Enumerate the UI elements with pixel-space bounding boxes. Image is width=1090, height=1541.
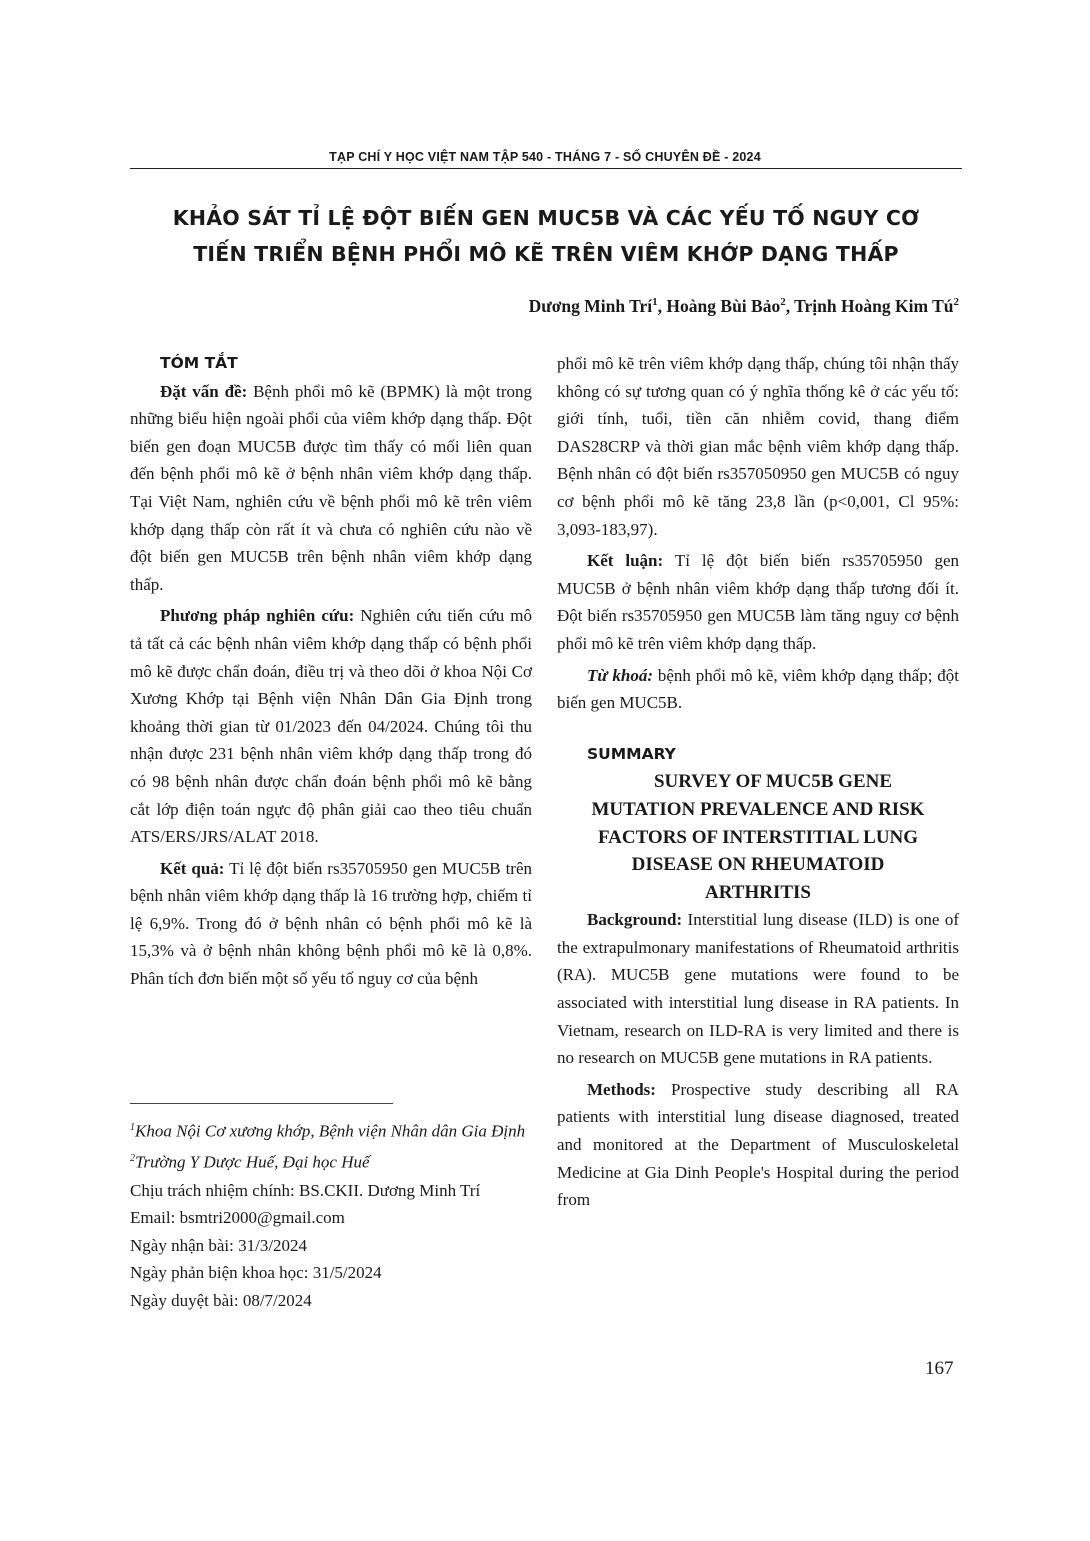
left-column (130, 350, 532, 993)
summary-background (557, 906, 959, 1072)
footnote-divider (130, 1103, 393, 1104)
summary-methods-text: Prospective study describing all RA patients with interstitial lung disease diagnosed, treated and monitored at the Department of Musculoskeletal Medicine at Gia Dinh People's Hospital during the period from (557, 1079, 959, 1210)
english-title (557, 768, 959, 906)
abstract-keywords (557, 662, 959, 717)
author-name: Trịnh Hoàng Kim Tú (794, 296, 954, 316)
abstract-results-continued: phổi mô kẽ trên viêm khớp dạng thấp, chúng tôi nhận thấy không có sự tương quan có ý nghĩa thống kê ở các yếu tố: giới tính, tuổi, tiền căn nhiễm covid, thang điểm DAS28CRP và thời gian mắc bệnh viêm khớp dạng thấp. Bệnh nhân có đột biến rs357050950 gen MUC5B có nguy cơ bệnh phổi mô kẽ tăng 23,8 lần (p<0,001, Cl 95%: 3,093-183,97). (557, 354, 959, 539)
affiliation-2-mark: 2 (130, 1153, 135, 1165)
summary-methods (557, 1076, 959, 1214)
summary-methods-label: Methods: (587, 1079, 656, 1099)
english-title-line: FACTORS OF INTERSTITIAL LUNG (597, 826, 919, 848)
affiliation-2-text: Trường Y Dược Huế, Đại học Huế (135, 1152, 370, 1172)
author-separator: , (657, 296, 667, 316)
abstract-methods-label: Phương pháp nghiên cứu: (160, 606, 355, 626)
author-affiliation-mark: 2 (953, 296, 959, 309)
english-title-line: ARTHRITIS (705, 881, 811, 903)
affiliation-1 (130, 1114, 532, 1145)
corresponding-author: Chịu trách nhiệm chính: BS.CKII. Dương Minh Trí (130, 1180, 481, 1200)
abstract-conclusion-label: Kết luận: (587, 551, 664, 571)
paper-title-line-2: TIẾN TRIỂN BỆNH PHỔI MÔ KẼ TRÊN VIÊM KHỚP DẠNG THẤP (193, 242, 899, 266)
author-separator: , (785, 296, 795, 316)
abstract-heading: TÓM TẮT (160, 354, 238, 372)
abstract-results (130, 855, 532, 993)
abstract-keywords-label: Từ khoá: (587, 665, 654, 685)
abstract-conclusion-text: Tỉ lệ đột biến biến rs35705950 gen MUC5B ở bệnh nhân viêm khớp dạng thấp tương đối ít. Đột biến rs35705950 gen MUC5B làm tăng nguy cơ bệnh phổi mô kẽ trên viêm khớp dạng thấp. (557, 551, 959, 653)
abstract-methods-text: Nghiên cứu tiến cứu mô tả tất cả các bệnh nhân viêm khớp dạng thấp có bệnh phổi mô kẽ được chẩn đoán, điều trị và theo dõi ở khoa Nội Cơ Xương Khớp tại Bệnh viện Nhân Dân Gia Định trong khoảng thời gian từ 01/2023 đến 04/2024. Chúng tôi thu nhận được 231 bệnh nhân viêm khớp dạng thấp trong đó có 98 bệnh nhân được chẩn đoán bệnh phổi mô kẽ bằng cắt lớp điện toán ngực độ phân giải cao theo tiêu chuẩn ATS/ERS/JRS/ALAT 2018. (130, 606, 532, 847)
journal-header: TẠP CHÍ Y HỌC VIỆT NAM TẬP 540 - THÁNG 7 - SỐ CHUYÊN ĐỀ - 2024 (329, 150, 761, 164)
summary-background-text: Interstitial lung disease (ILD) is one of the extrapulmonary manifestations of Rheumatoid arthritis (RA). MUC5B gene mutations were found to be associated with interstitial lung disease in RA patients. In Vietnam, research on ILD-RA is very limited and there is no research on MUC5B gene mutations in RA patients. (557, 910, 959, 1068)
paper-title-line-1: KHẢO SÁT TỈ LỆ ĐỘT BIẾN GEN MUC5B VÀ CÁC YẾU TỐ NGUY CƠ (172, 206, 920, 230)
corresponding-email: Email: bsmtri2000@gmail.com (130, 1208, 345, 1228)
author-name: Hoàng Bùi Bảo (666, 296, 781, 316)
date-accepted: Ngày duyệt bài: 08/7/2024 (130, 1290, 312, 1310)
english-title-line: SURVEY OF MUC5B GENE (653, 771, 893, 793)
author-affiliation-mark: 1 (652, 296, 658, 309)
paper-title (130, 200, 962, 272)
summary-background-label: Background: (587, 910, 683, 930)
page-number: 167 (925, 1358, 954, 1379)
date-received: Ngày nhận bài: 31/3/2024 (130, 1235, 308, 1255)
abstract-results-text: Tỉ lệ đột biến rs35705950 gen MUC5B trên bệnh nhân viêm khớp dạng thấp là 16 trường hợp, chiếm tỉ lệ 6,9%. Trong đó ở bệnh nhân có bệnh phổi mô kẽ là 15,3% và ở bệnh nhân không bệnh phổi mô kẽ là 0,8%. Phân tích đơn biến một số yếu tố nguy cơ của bệnh (130, 858, 533, 989)
abstract-methods (130, 602, 532, 850)
abstract-background-text: Bệnh phổi mô kẽ (BPMK) là một trong những biểu hiện ngoài phổi của viêm khớp dạng thấp. Đột biến gen đoạn MUC5B được tìm thấy có mối liên quan đến bệnh phổi mô kẽ ở bệnh nhân viêm khớp dạng thấp. Tại Việt Nam, nghiên cứu về bệnh phổi mô kẽ trên viêm khớp dạng thấp còn rất ít và chưa có nghiên cứu nào về đột biến gen MUC5B trên bệnh nhân viêm khớp dạng thấp. (130, 381, 532, 594)
author-list (529, 296, 959, 317)
abstract-keywords-text: bệnh phổi mô kẽ, viêm khớp dạng thấp; đột biến gen MUC5B. (557, 665, 959, 713)
abstract-results-label: Kết quả: (160, 858, 225, 878)
affiliation-1-text: Khoa Nội Cơ xương khớp, Bệnh viện Nhân dân Gia Định (135, 1121, 526, 1141)
english-title-line: MUTATION PREVALENCE AND RISK (591, 798, 925, 820)
footnotes (130, 1114, 532, 1314)
abstract-background (130, 378, 532, 599)
right-column (557, 350, 959, 1214)
abstract-background-label: Đặt vấn đề: (160, 381, 248, 401)
date-reviewed: Ngày phản biện khoa học: 31/5/2024 (130, 1263, 382, 1283)
author-affiliation-mark: 2 (780, 296, 786, 309)
header-divider (130, 168, 962, 169)
abstract-conclusion (557, 547, 959, 657)
author-name: Dương Minh Trí (528, 296, 653, 316)
affiliation-1-mark: 1 (130, 1122, 135, 1133)
english-title-line: DISEASE ON RHEUMATOID (631, 854, 885, 876)
summary-heading: SUMMARY (587, 744, 676, 763)
affiliation-2 (130, 1145, 532, 1176)
